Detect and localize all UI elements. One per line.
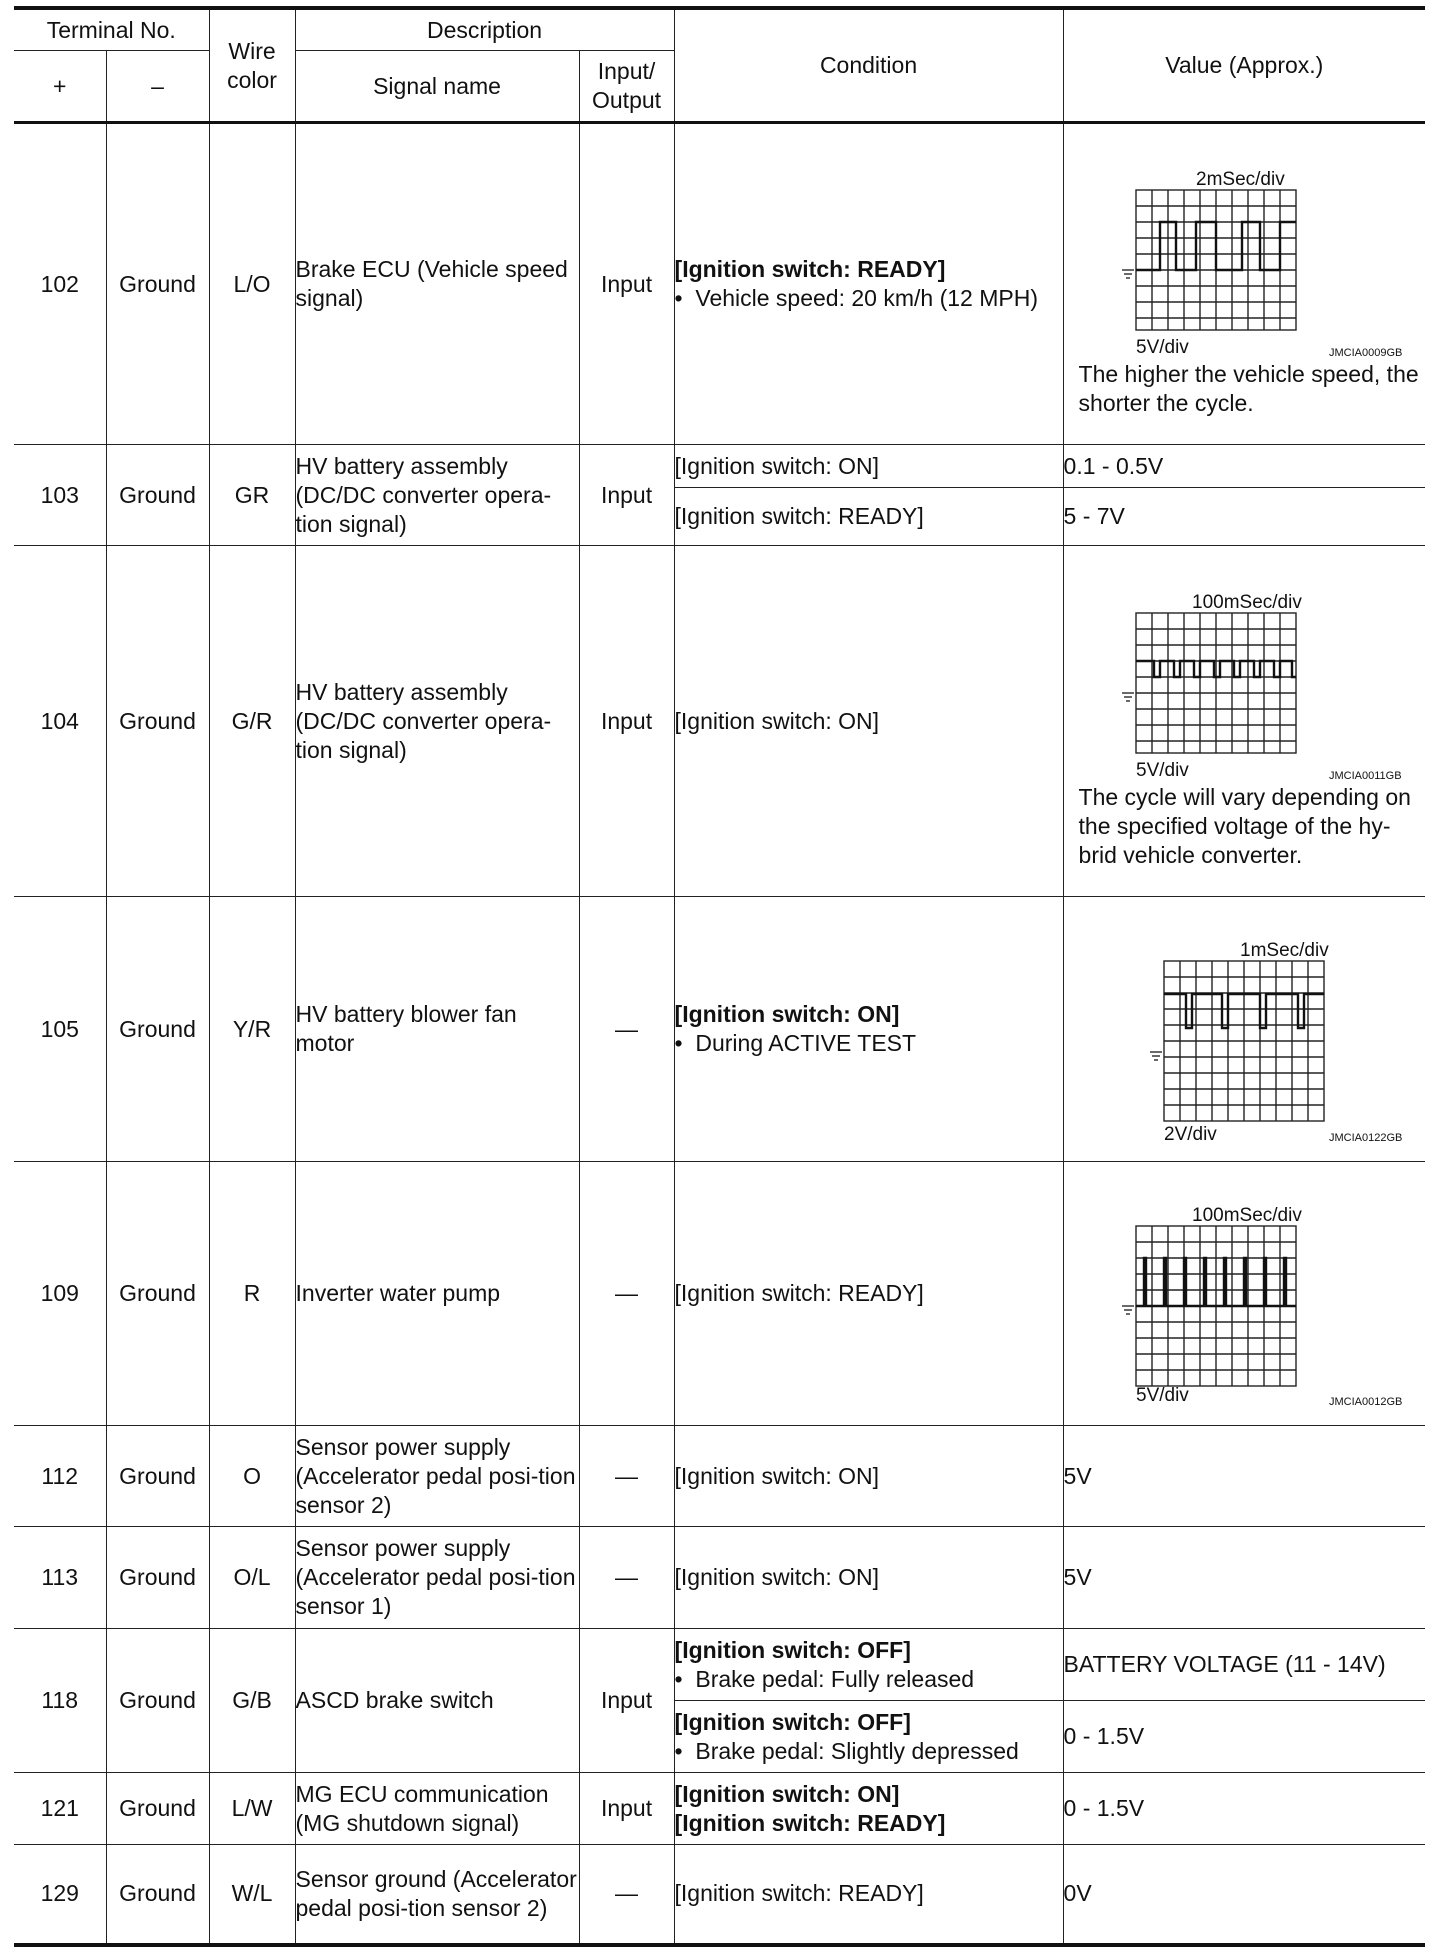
table-row <box>14 546 1425 897</box>
value: 5V <box>1063 1527 1425 1629</box>
signal-name: HV battery assembly (DC/DC converter opera-tion signal) <box>295 546 579 897</box>
terminal-minus: Ground <box>106 1426 209 1527</box>
ground-marker <box>1150 1052 1162 1060</box>
time-division-label: 2mSec/div <box>1195 169 1285 190</box>
value: 5V <box>1063 1426 1425 1527</box>
terminal-plus: 105 <box>14 897 106 1162</box>
signal-name: ASCD brake switch <box>295 1629 579 1773</box>
description-header: Description <box>295 8 674 51</box>
signal-name: Brake ECU (Vehicle speed signal) <box>295 123 579 445</box>
wire-color: W/L <box>209 1845 295 1945</box>
condition <box>674 1629 1063 1701</box>
condition-bullet: • Brake pedal: Slightly depressed <box>674 1737 1019 1764</box>
condition-header: Condition <box>674 8 1063 123</box>
signal-name-header: Signal name <box>295 51 579 123</box>
signal-name: HV battery blower fan motor <box>295 897 579 1162</box>
terminal-table <box>14 6 1425 1947</box>
waveform-diagram <box>1064 914 1426 1144</box>
wire-color-header: Wire color <box>209 8 295 123</box>
wire-color: Y/R <box>209 897 295 1162</box>
condition: [Ignition switch: READY] <box>674 1162 1063 1426</box>
input-output: — <box>579 897 674 1162</box>
condition-title: [Ignition switch: READY] <box>674 1809 946 1836</box>
terminal-minus: Ground <box>106 123 209 445</box>
condition: [Ignition switch: ON] <box>674 1426 1063 1527</box>
value: 5 - 7V <box>1063 488 1425 546</box>
signal-name: Sensor power supply (Accelerator pedal posi-tion sensor 2) <box>295 1426 579 1527</box>
table-row <box>14 1426 1425 1527</box>
time-division-label: 1mSec/div <box>1239 940 1329 961</box>
condition: [Ignition switch: READY] <box>674 1845 1063 1945</box>
terminal-minus: Ground <box>106 1162 209 1426</box>
input-output: Input <box>579 1629 674 1773</box>
wire-color: L/W <box>209 1773 295 1845</box>
value-header: Value (Approx.) <box>1063 8 1425 123</box>
condition-title: [Ignition switch: OFF] <box>674 1636 911 1663</box>
condition-title: [Ignition switch: ON] <box>674 1001 900 1027</box>
figure-code: JMCIA0012GB <box>1328 1395 1402 1408</box>
signal-name: HV battery assembly (DC/DC converter opera-tion signal) <box>295 445 579 546</box>
condition-title: [Ignition switch: ON] <box>674 1780 900 1807</box>
oscilloscope-grid <box>1136 613 1296 753</box>
wire-color: R <box>209 1162 295 1426</box>
condition <box>674 897 1063 1162</box>
waveform-diagram <box>1064 150 1426 360</box>
terminal-plus: 129 <box>14 1845 106 1945</box>
ground-marker <box>1122 270 1134 278</box>
terminal-minus: Ground <box>106 1629 209 1773</box>
input-output: — <box>579 1426 674 1527</box>
signal-name: Inverter water pump <box>295 1162 579 1426</box>
signal-name: Sensor ground (Accelerator pedal posi-tion sensor 2) <box>295 1845 579 1945</box>
wire-color: GR <box>209 445 295 546</box>
input-output: — <box>579 1845 674 1945</box>
minus-header: – <box>106 51 209 123</box>
condition <box>674 1701 1063 1773</box>
value <box>1063 897 1425 1162</box>
input-output-header: Input/ Output <box>579 51 674 123</box>
table-row <box>14 1773 1425 1845</box>
voltage-division-label: 2V/div <box>1163 1124 1217 1144</box>
terminal-minus: Ground <box>106 1845 209 1945</box>
input-output: Input <box>579 1773 674 1845</box>
condition: [Ignition switch: ON] <box>674 445 1063 488</box>
voltage-division-label: 5V/div <box>1135 1384 1189 1406</box>
condition-bullet: • Vehicle speed: 20 km/h (12 MPH) <box>674 285 1038 311</box>
wire-color: O <box>209 1426 295 1527</box>
wire-color: O/L <box>209 1527 295 1629</box>
value <box>1063 546 1425 897</box>
signal-name: MG ECU communication (MG shutdown signal) <box>295 1773 579 1845</box>
input-output: — <box>579 1527 674 1629</box>
terminal-minus: Ground <box>106 1773 209 1845</box>
input-output: Input <box>579 445 674 546</box>
value: 0 - 1.5V <box>1063 1773 1425 1845</box>
table-row <box>14 123 1425 445</box>
value <box>1063 1162 1425 1426</box>
time-division-label: 100mSec/div <box>1191 591 1302 613</box>
value <box>1063 123 1425 445</box>
table-row <box>14 1162 1425 1426</box>
condition <box>674 123 1063 445</box>
signal-trace <box>1136 222 1296 270</box>
value-note: The higher the vehicle speed, the shorter the cycle. <box>1078 361 1419 416</box>
table-row <box>14 897 1425 1162</box>
condition <box>674 1773 1063 1845</box>
condition: [Ignition switch: ON] <box>674 1527 1063 1629</box>
terminal-plus: 118 <box>14 1629 106 1773</box>
voltage-division-label: 5V/div <box>1135 337 1189 358</box>
ground-marker <box>1122 693 1134 701</box>
value-note: The cycle will vary depending on the specified voltage of the hy-brid vehicle converter. <box>1078 783 1411 868</box>
input-output: — <box>579 1162 674 1426</box>
figure-code: JMCIA0122GB <box>1328 1132 1402 1144</box>
value: 0V <box>1063 1845 1425 1945</box>
terminal-plus: 102 <box>14 123 106 445</box>
input-output: Input <box>579 546 674 897</box>
terminal-plus: 112 <box>14 1426 106 1527</box>
value: 0.1 - 0.5V <box>1063 445 1425 488</box>
terminal-minus: Ground <box>106 445 209 546</box>
signal-name: Sensor power supply (Accelerator pedal posi-tion sensor 1) <box>295 1527 579 1629</box>
table-row <box>14 1629 1425 1701</box>
figure-code: JMCIA0011GB <box>1328 769 1402 782</box>
plus-header: + <box>14 51 106 123</box>
oscilloscope-grid <box>1164 961 1324 1121</box>
value: BATTERY VOLTAGE (11 - 14V) <box>1063 1629 1425 1701</box>
table-row <box>14 1845 1425 1945</box>
table-row <box>14 445 1425 488</box>
value: 0 - 1.5V <box>1063 1701 1425 1773</box>
table-row <box>14 1527 1425 1629</box>
terminal-plus: 103 <box>14 445 106 546</box>
waveform-diagram <box>1064 573 1426 783</box>
input-output: Input <box>579 123 674 445</box>
condition-title: [Ignition switch: OFF] <box>674 1708 911 1735</box>
ground-marker <box>1122 1306 1134 1314</box>
terminal-no-header: Terminal No. <box>14 8 209 51</box>
terminal-plus: 121 <box>14 1773 106 1845</box>
voltage-division-label: 5V/div <box>1135 759 1189 781</box>
terminal-minus: Ground <box>106 546 209 897</box>
condition-title: [Ignition switch: READY] <box>674 256 946 282</box>
time-division-label: 100mSec/div <box>1191 1204 1302 1226</box>
terminal-plus: 109 <box>14 1162 106 1426</box>
terminal-minus: Ground <box>106 897 209 1162</box>
terminal-plus: 113 <box>14 1527 106 1629</box>
waveform-diagram <box>1064 1179 1426 1409</box>
condition: [Ignition switch: ON] <box>674 546 1063 897</box>
condition: [Ignition switch: READY] <box>674 488 1063 546</box>
wire-color: G/B <box>209 1629 295 1773</box>
condition-bullet: • Brake pedal: Fully released <box>674 1665 975 1692</box>
terminal-plus: 104 <box>14 546 106 897</box>
terminal-minus: Ground <box>106 1527 209 1629</box>
figure-code: JMCIA0009GB <box>1328 347 1402 359</box>
wire-color: G/R <box>209 546 295 897</box>
condition-bullet: • During ACTIVE TEST <box>674 1030 917 1056</box>
wire-color: L/O <box>209 123 295 445</box>
